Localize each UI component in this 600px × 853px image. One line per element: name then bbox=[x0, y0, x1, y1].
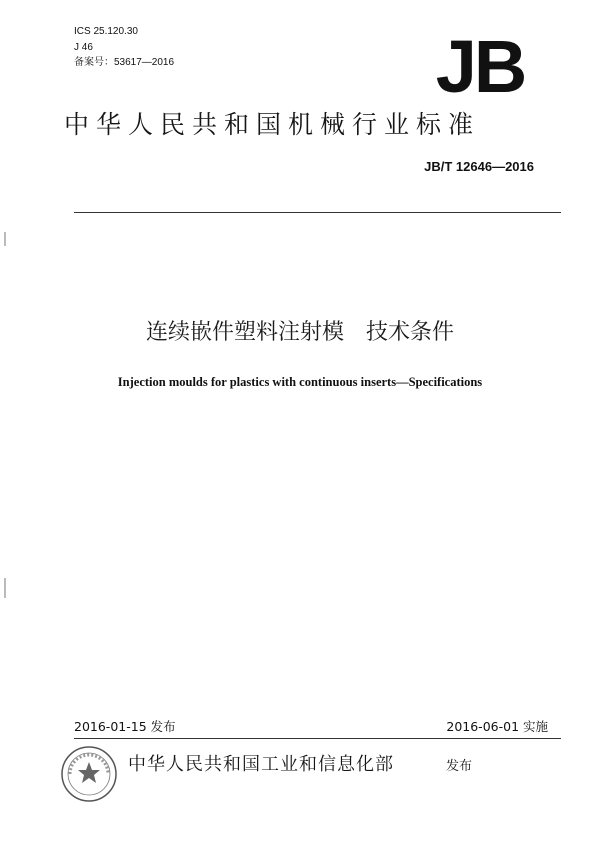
ccs-code: J 46 bbox=[74, 42, 93, 53]
title-chinese: 连续嵌件塑料注射模 技术条件 bbox=[145, 320, 454, 345]
bottom-divider bbox=[74, 738, 561, 739]
standard-category: 中华人民共和国机械行业标准 bbox=[64, 110, 481, 139]
svg-text:JB: JB bbox=[435, 34, 525, 96]
publisher-seal bbox=[60, 745, 118, 803]
implementation-date: 2016-06-01 实施 bbox=[446, 719, 548, 734]
jb-logo bbox=[426, 34, 534, 96]
scan-artifact bbox=[4, 578, 6, 598]
top-divider bbox=[74, 212, 561, 213]
scan-artifact bbox=[4, 232, 6, 246]
publish-label: 发布 bbox=[446, 759, 473, 774]
issue-date: 2016-01-15 发布 bbox=[74, 719, 176, 734]
standard-number: JB/T 12646—2016 bbox=[424, 159, 534, 174]
ics-code: ICS 25.120.30 bbox=[74, 26, 138, 37]
record-number: 备案号：53617—2016 bbox=[74, 57, 175, 68]
title-english: Injection moulds for plastics with continuous inserts—Specifications bbox=[117, 375, 483, 389]
publisher-name: 中华人民共和国工业和信息化部 bbox=[128, 754, 394, 775]
